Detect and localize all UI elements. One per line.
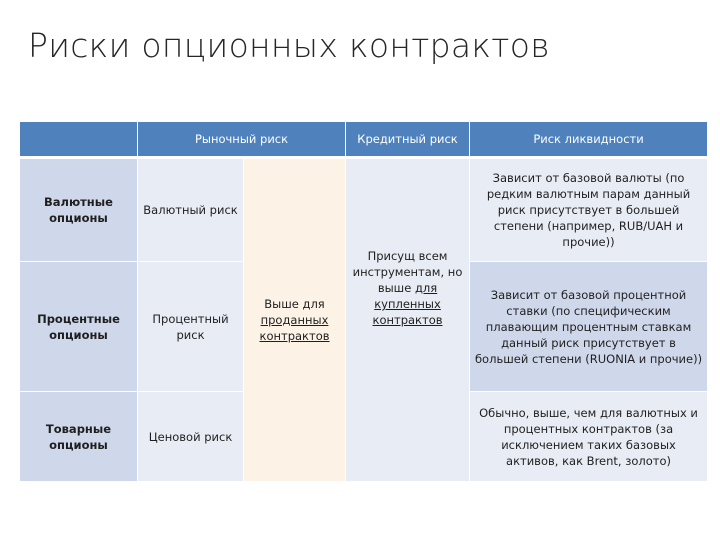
market-merged-text: Выше для [264, 297, 325, 311]
credit-merged-text: Присущ всем инструментам, но выше [352, 249, 463, 295]
risk-table [19, 121, 708, 482]
market-sub-interest: Процентный риск [138, 262, 244, 392]
market-merged-cell [244, 158, 346, 482]
liquidity-commodity: Обычно, выше, чем для валютных и процентных контрактов (за исключением таких базовых активов, как Brent, золото) [470, 392, 708, 482]
market-merged-underlined: проданных контрактов [259, 313, 330, 343]
table-row [20, 158, 708, 262]
row-label-currency: Валютные опционы [20, 158, 138, 262]
header-credit-risk: Кредитный риск [346, 122, 470, 158]
header-market-risk: Рыночный риск [138, 122, 346, 158]
credit-merged-cell [346, 158, 470, 482]
row-label-commodity: Товарные опционы [20, 392, 138, 482]
liquidity-interest: Зависит от базовой процентной ставки (по специфическим плавающим процентным ставкам данный риск присутствует в большей степени (RUONIA и прочие)) [470, 262, 708, 392]
row-label-interest: Процентные опционы [20, 262, 138, 392]
credit-merged-underlined: для купленных контрактов [372, 281, 443, 327]
market-sub-currency: Валютный риск [138, 158, 244, 262]
table-header-row [20, 122, 708, 158]
market-sub-commodity: Ценовой риск [138, 392, 244, 482]
header-liquidity-risk: Риск ликвидности [470, 122, 708, 158]
header-empty [20, 122, 138, 158]
slide-title: Риски опционных контрактов [28, 26, 550, 65]
liquidity-currency: Зависит от базовой валюты (по редким валютным парам данный риск присутствует в большей степени (например, RUB/UAH и прочие)) [470, 158, 708, 262]
